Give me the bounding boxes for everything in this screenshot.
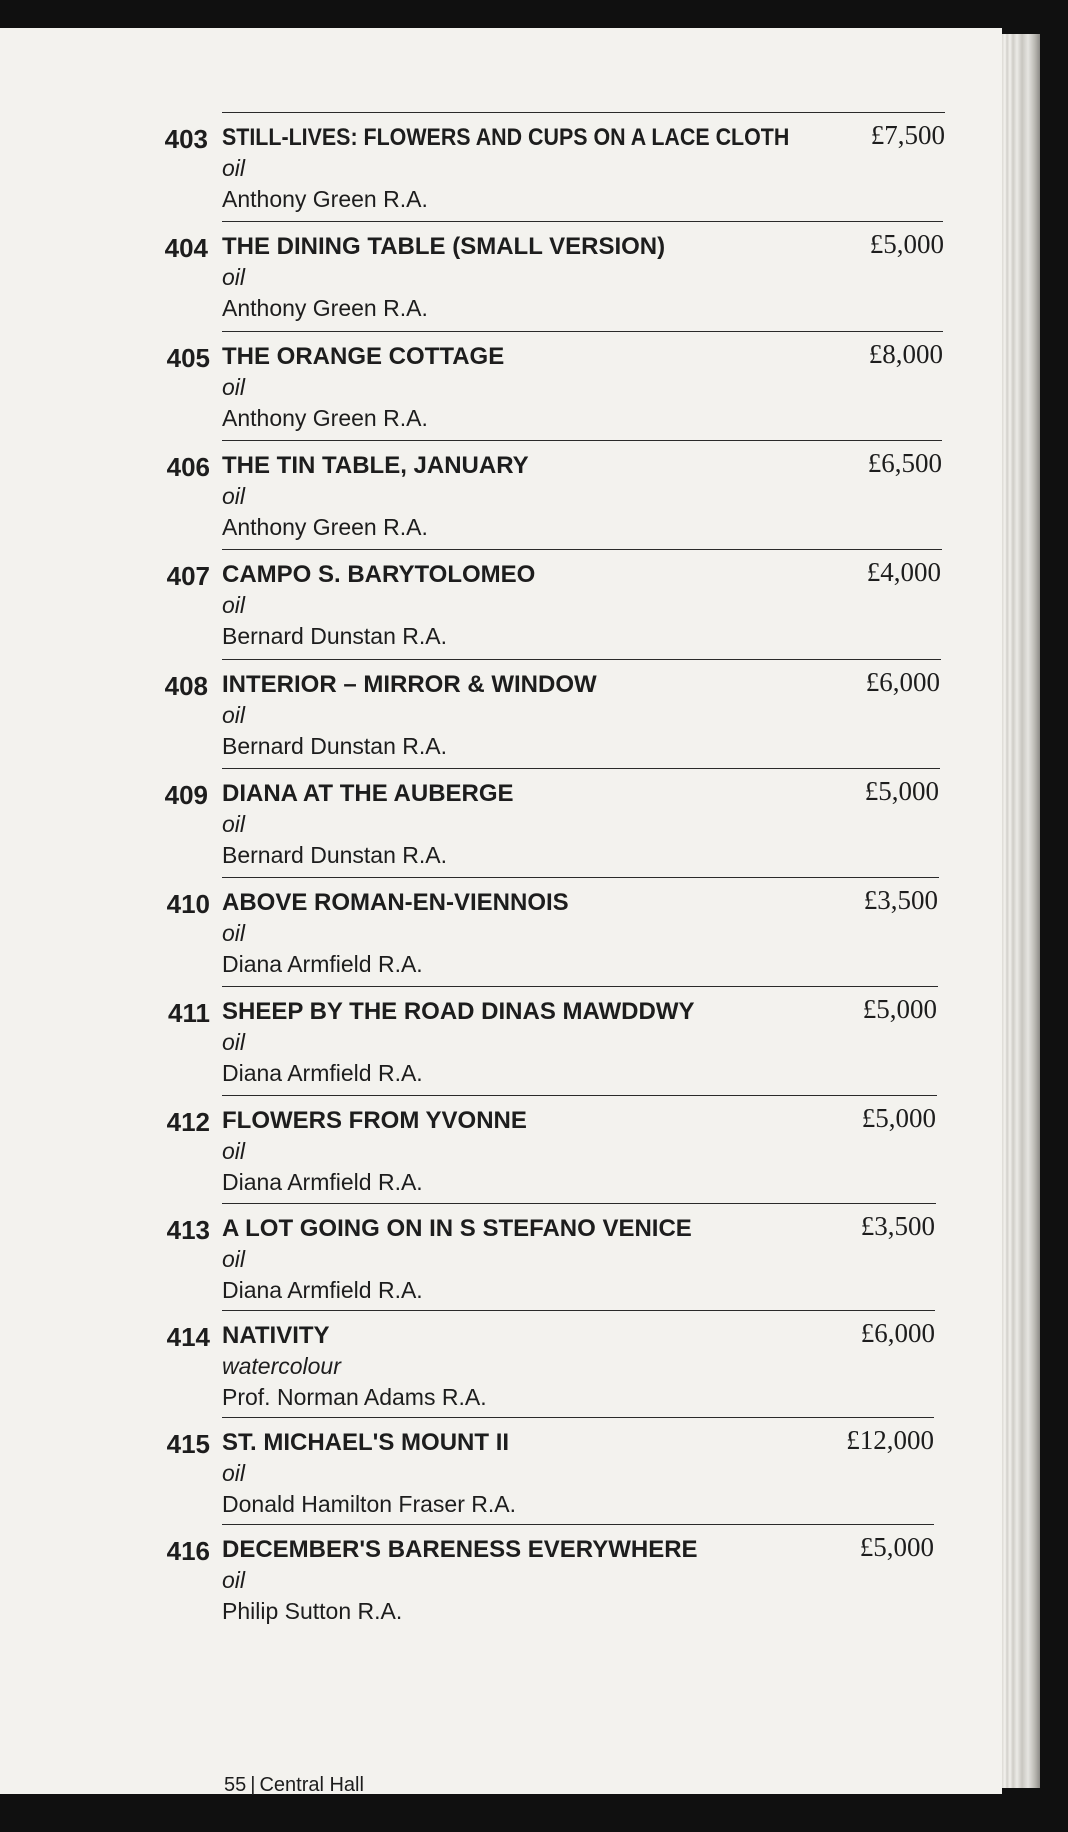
entry-title: DECEMBER'S BARENESS EVERYWHERE [222, 1536, 698, 1563]
entry-number: 406 [166, 452, 210, 482]
entry-title: ST. MICHAEL'S MOUNT II [222, 1429, 510, 1456]
entry-divider [222, 986, 938, 987]
entry-number: 413 [166, 1215, 210, 1245]
entry-price: £5,000 [861, 1103, 936, 1133]
entry-number: 405 [166, 343, 210, 373]
entry-medium: oil [222, 920, 246, 946]
entry-title: STILL-LIVES: FLOWERS AND CUPS ON A LACE CLOTH [222, 124, 790, 151]
entry-title: DIANA AT THE AUBERGE [222, 780, 514, 807]
entry-artist: Anthony Green R.A. [222, 186, 428, 212]
entry-divider [222, 549, 942, 550]
page-footer [224, 1774, 364, 1797]
footer-separator: | [250, 1774, 256, 1796]
entry-number: 403 [164, 124, 208, 154]
entry-medium: oil [222, 1246, 246, 1272]
catalogue-page [0, 28, 1002, 1794]
entry-medium: oil [222, 702, 246, 728]
entry-price: £12,000 [846, 1425, 934, 1455]
entry-medium: oil [222, 1567, 246, 1593]
entry-artist: Philip Sutton R.A. [222, 1598, 403, 1624]
entry-divider [222, 1524, 934, 1525]
entry-divider [222, 1417, 934, 1418]
entry-title: A LOT GOING ON IN S STEFANO VENICE [222, 1215, 692, 1242]
entry-divider [222, 440, 942, 441]
entry-medium: oil [222, 374, 246, 400]
entry-divider [222, 221, 943, 222]
catalogue-entry [0, 659, 1002, 767]
entry-number: 411 [168, 998, 210, 1028]
entry-artist: Prof. Norman Adams R.A. [222, 1384, 487, 1410]
catalogue-entry [0, 1203, 1002, 1311]
entry-medium: oil [222, 592, 246, 618]
entry-divider [222, 1203, 936, 1204]
entry-artist: Bernard Dunstan R.A. [222, 842, 448, 868]
entry-number: 414 [166, 1322, 210, 1352]
entry-title: FLOWERS FROM YVONNE [222, 1107, 527, 1134]
entry-title: SHEEP BY THE ROAD DINAS MAWDDWY [222, 998, 695, 1025]
catalogue-entry [0, 768, 1002, 876]
catalogue-entry [0, 986, 1002, 1094]
entry-artist: Bernard Dunstan R.A. [222, 623, 448, 649]
entry-number: 409 [164, 780, 208, 810]
page-stack-edge [1002, 34, 1040, 1788]
catalogue-entry [0, 1310, 1002, 1418]
entry-medium: oil [222, 483, 246, 509]
catalogue-entry [0, 877, 1002, 985]
entry-price: £6,000 [860, 1318, 935, 1348]
entry-medium: watercolour [222, 1353, 341, 1379]
entry-divider [222, 659, 941, 660]
entry-medium: oil [222, 1460, 246, 1486]
entry-medium: oil [222, 811, 246, 837]
entry-title: THE ORANGE COTTAGE [222, 343, 505, 370]
entry-price: £5,000 [864, 776, 939, 806]
entry-price: £6,500 [867, 448, 942, 478]
entry-number: 415 [166, 1429, 210, 1459]
entry-artist: Diana Armfield R.A. [222, 1060, 423, 1086]
entry-artist: Donald Hamilton Fraser R.A. [222, 1491, 516, 1517]
entry-price: £6,000 [865, 667, 940, 697]
section-name: Central Hall [259, 1774, 364, 1796]
page-number: 55 [224, 1774, 247, 1796]
entry-price: £7,500 [870, 120, 945, 150]
entry-divider [222, 1095, 937, 1096]
entry-price: £4,000 [866, 557, 941, 587]
entry-price: £5,000 [862, 994, 937, 1024]
entry-title: THE TIN TABLE, JANUARY [222, 452, 529, 479]
entry-divider [222, 877, 939, 878]
catalogue-entry [0, 331, 1002, 439]
entry-medium: oil [222, 1138, 246, 1164]
entry-medium: oil [222, 155, 246, 181]
entry-medium: oil [222, 264, 246, 290]
catalogue-entry [0, 221, 1002, 329]
catalogue-entry [0, 1524, 1002, 1632]
entry-number: 404 [164, 233, 208, 263]
catalogue-entry [0, 549, 1002, 657]
catalogue-entry [0, 112, 1002, 220]
entry-artist: Anthony Green R.A. [222, 514, 428, 540]
catalogue-entry [0, 1095, 1002, 1203]
entry-medium: oil [222, 1029, 246, 1055]
entry-artist: Bernard Dunstan R.A. [222, 733, 448, 759]
entry-divider [222, 1310, 935, 1311]
entry-price: £3,500 [860, 1211, 935, 1241]
entry-title: INTERIOR – MIRROR & WINDOW [222, 671, 597, 698]
entry-number: 408 [164, 671, 208, 701]
entry-title: THE DINING TABLE (SMALL VERSION) [222, 233, 666, 260]
entry-title: ABOVE ROMAN-EN-VIENNOIS [222, 889, 569, 916]
entry-divider [222, 112, 945, 113]
entry-price: £5,000 [869, 229, 944, 259]
entry-title: CAMPO S. BARYTOLOMEO [222, 561, 536, 588]
entry-title: NATIVITY [222, 1322, 330, 1349]
entry-divider [222, 331, 943, 332]
entry-number: 407 [166, 561, 210, 591]
entry-artist: Anthony Green R.A. [222, 405, 428, 431]
entry-price: £5,000 [859, 1532, 934, 1562]
catalogue-entry [0, 1417, 1002, 1525]
entry-artist: Anthony Green R.A. [222, 295, 428, 321]
entry-number: 416 [166, 1536, 210, 1566]
entry-price: £8,000 [868, 339, 943, 369]
catalogue-entry [0, 440, 1002, 548]
entry-divider [222, 768, 940, 769]
entry-number: 410 [166, 889, 210, 919]
entry-artist: Diana Armfield R.A. [222, 1169, 423, 1195]
entry-artist: Diana Armfield R.A. [222, 1277, 423, 1303]
entry-price: £3,500 [863, 885, 938, 915]
entry-number: 412 [166, 1107, 210, 1137]
entry-artist: Diana Armfield R.A. [222, 951, 423, 977]
